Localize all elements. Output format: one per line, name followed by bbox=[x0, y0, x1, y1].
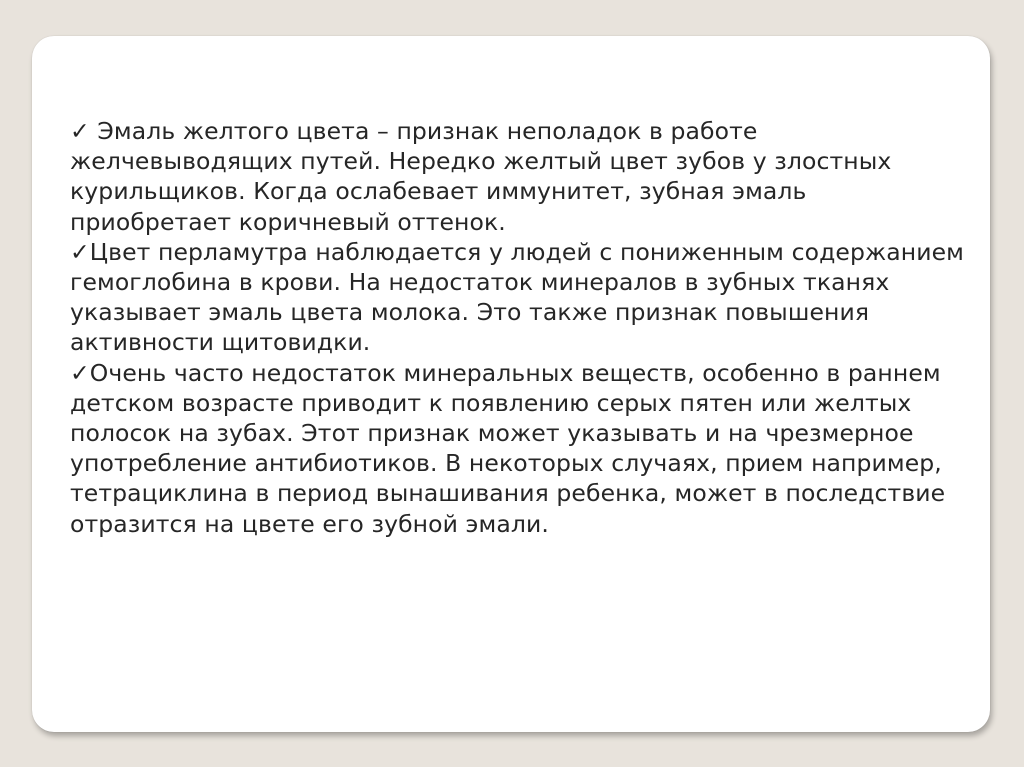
paragraph-text: Цвет перламутра наблюдается у людей с пониженным содержанием гемоглобина в крови. На недостаток минералов в зубных тканях указывает эмаль цвета молока. Это также признак повышения активности щитовидки. bbox=[70, 237, 964, 357]
slide-text-body bbox=[70, 116, 965, 539]
paragraph-text: Очень часто недостаток минеральных веществ, особенно в раннем детском возрасте приводит к появлению серых пятен или желтых полосок на зубах. Этот признак может указывать и на чрезмерное употребление антибиотиков. В некоторых случаях, прием например, тетрациклина в период вынашивания ребенка, может в последствие отразится на цвете его зубной эмали. bbox=[70, 358, 946, 538]
checkmark-icon: ✓ bbox=[70, 117, 90, 145]
bullet-paragraph-3 bbox=[70, 358, 965, 539]
slide-panel bbox=[32, 36, 990, 732]
paragraph-text: Эмаль желтого цвета – признак неполадок в работе желчевыводящих путей. Нередко желтый цвет зубов у злостных курильщиков. Когда ослабевает иммунитет, зубная эмаль приобретает коричневый оттенок. bbox=[70, 117, 892, 236]
bullet-paragraph-2 bbox=[70, 237, 965, 358]
bullet-paragraph-1 bbox=[70, 116, 965, 237]
checkmark-icon: ✓ bbox=[70, 358, 90, 387]
checkmark-icon: ✓ bbox=[70, 237, 90, 266]
